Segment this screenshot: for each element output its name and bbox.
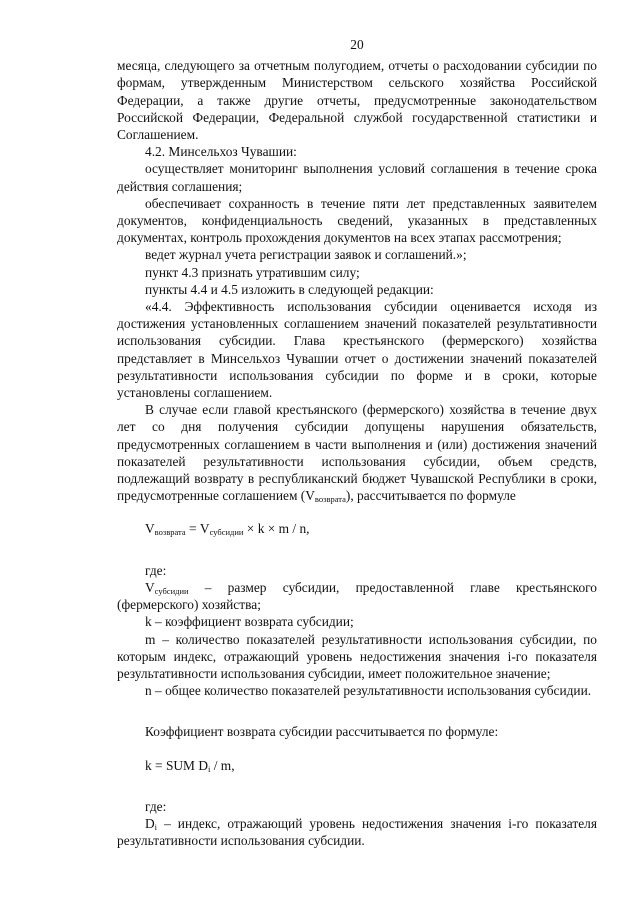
paragraph-monitoring: осуществляет мониторинг выполнения условий соглашения в течение срока действия соглашения; (117, 161, 597, 194)
paragraph-journal: ведет журнал учета регистрации заявок и соглашений.»; (145, 247, 467, 263)
where-label-2: где: (145, 798, 167, 814)
paragraph-items-4-4-4-5: пункты 4.4 и 4.5 изложить в следующей редакции: (145, 281, 434, 297)
formula-return-volume: $V_{возврата} = V_{субсидии} \times k \times m / n$, (145, 521, 310, 538)
paragraph-item-4-3: пункт 4.3 признать утратившим силу; (145, 264, 360, 280)
definition-n: n – общее количество показателей результативности использования субсидии. (145, 683, 592, 699)
definition-d-i: $D_i$ – индекс, отражающий уровень недостижения значения i-го показателя результативности использования субсидии. (117, 815, 597, 849)
page-number: 20 (350, 37, 364, 52)
paragraph-reports: месяца, следующего за отчетным полугодием, отчеты о расходовании субсидии по формам, утвержденным Министерством сельского хозяйства Российской Федерации, а также другие отчеты, предусмотренные законодательством Российской Федерации, Федеральной службой государственной статистики и Соглашением. (117, 58, 597, 143)
paragraph-return-case: В случае если главой крестьянского (фермерского) хозяйства в течение двух лет со дня получения субсидии допущены нарушения обязательств, предусмотренных соглашением в части выполнения и (или) достижения значений показателей результативности использования субсидии, объем средств, подлежащий возврату в республиканский бюджет Чувашской Республики в сроки, предусмотренные соглашением $(V_{возврата})$, рассчитывается по формуле (117, 402, 597, 505)
section-heading-4-2: 4.2. Минсельхоз Чувашии: (145, 144, 297, 160)
formula-coefficient: k = SUM $D_i$ / m, (145, 757, 235, 774)
paragraph-4-4-effectiveness: «4.4. Эффективность использования субсидии оценивается исходя из достижения установленных соглашением значений показателей результативности использования субсидии. Глава крестьянского (фермерского) хозяйства представляет в Минсельхоз Чувашии отчет о достижении значений показателей результативности использования субсидии по форме и в сроки, которые установлены соглашением. (117, 299, 597, 401)
definition-k: k – коэффициент возврата субсидии; (145, 614, 354, 630)
where-label-1: где: (145, 562, 167, 578)
definition-v-subsidy: $V_{субсидии}$ – размер субсидии, предоставленной главе крестьянского (фермерского) хозяйства; (117, 579, 597, 613)
paragraph-coefficient: Коэффициент возврата субсидии рассчитывается по формуле: (145, 724, 499, 740)
paragraph-document-safety: обеспечивает сохранность в течение пяти лет представленных заявителем документов, конфиденциальность сведений, указанных в представленных документах, контроль прохождения документов на всех этапах рассмотрения; (117, 195, 597, 246)
document-page (117, 36, 597, 849)
definition-m: m – количество показателей результативности использования субсидии, по которым индекс, отражающий уровень недостижения значения i-го показателя результативности использования субсидии, имеет положительное значение; (117, 631, 597, 681)
